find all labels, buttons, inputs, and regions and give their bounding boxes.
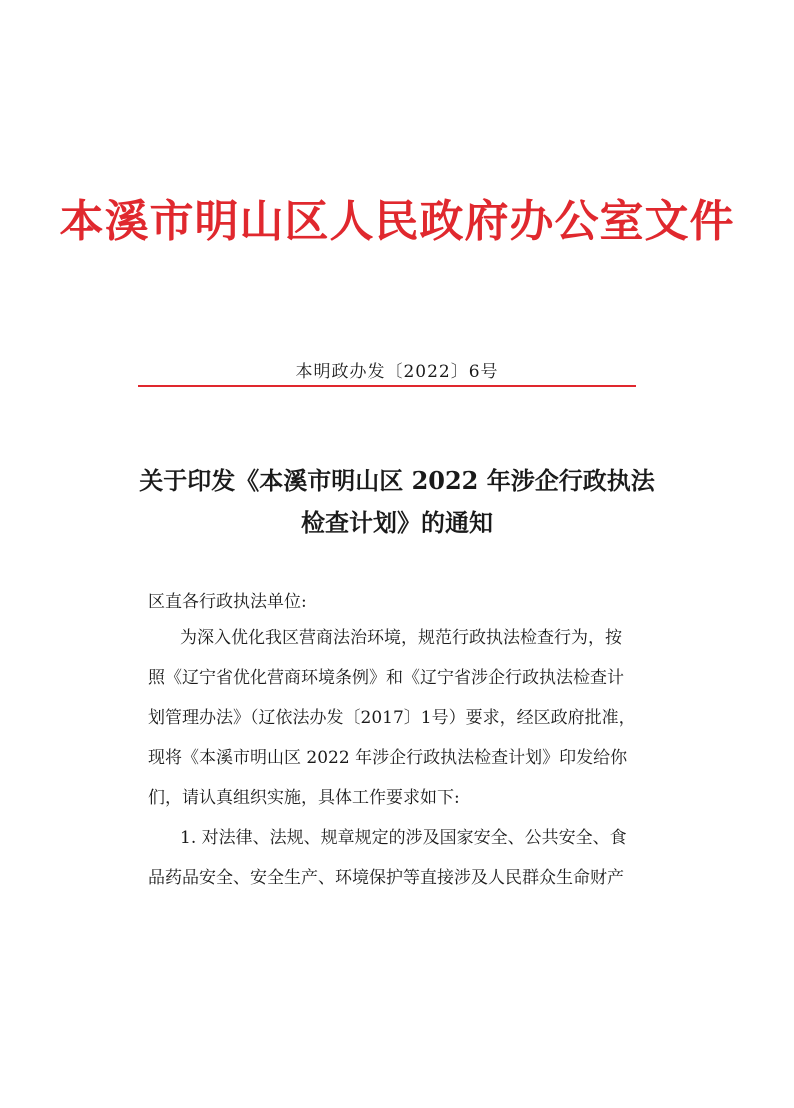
body-line-6: 1. 对法律、法规、规章规定的涉及国家安全、公共安全、食 xyxy=(180,828,627,848)
document-title-line-2: 检查计划》的通知 xyxy=(301,508,493,537)
body-line-1: 为深入优化我区营商法治环境，规范行政执法检查行为，按 xyxy=(180,628,622,648)
document-body xyxy=(148,626,648,906)
document-masthead: 本溪市明山区人民政府办公室文件 xyxy=(59,196,735,247)
red-divider-line xyxy=(138,385,636,387)
body-line-5: 们，请认真组织实施，具体工作要求如下: xyxy=(148,788,460,808)
addressee: 区直各行政执法单位: xyxy=(148,592,307,612)
document-title-line-1: 关于印发《本溪市明山区 2022 年涉企行政执法 xyxy=(139,466,655,495)
document-title xyxy=(120,460,674,544)
body-line-3: 划管理办法》（辽依法办发〔2017〕1号）要求，经区政府批准， xyxy=(148,708,636,728)
document-number: 本明政办发〔2022〕6号 xyxy=(295,362,499,382)
body-line-2: 照《辽宁省优化营商环境条例》和《辽宁省涉企行政执法检查计 xyxy=(148,668,624,688)
body-line-4: 现将《本溪市明山区 2022 年涉企行政执法检查计划》印发给你 xyxy=(148,748,628,768)
body-line-7: 品药品安全、安全生产、环境保护等直接涉及人民群众生命财产 xyxy=(148,868,624,888)
